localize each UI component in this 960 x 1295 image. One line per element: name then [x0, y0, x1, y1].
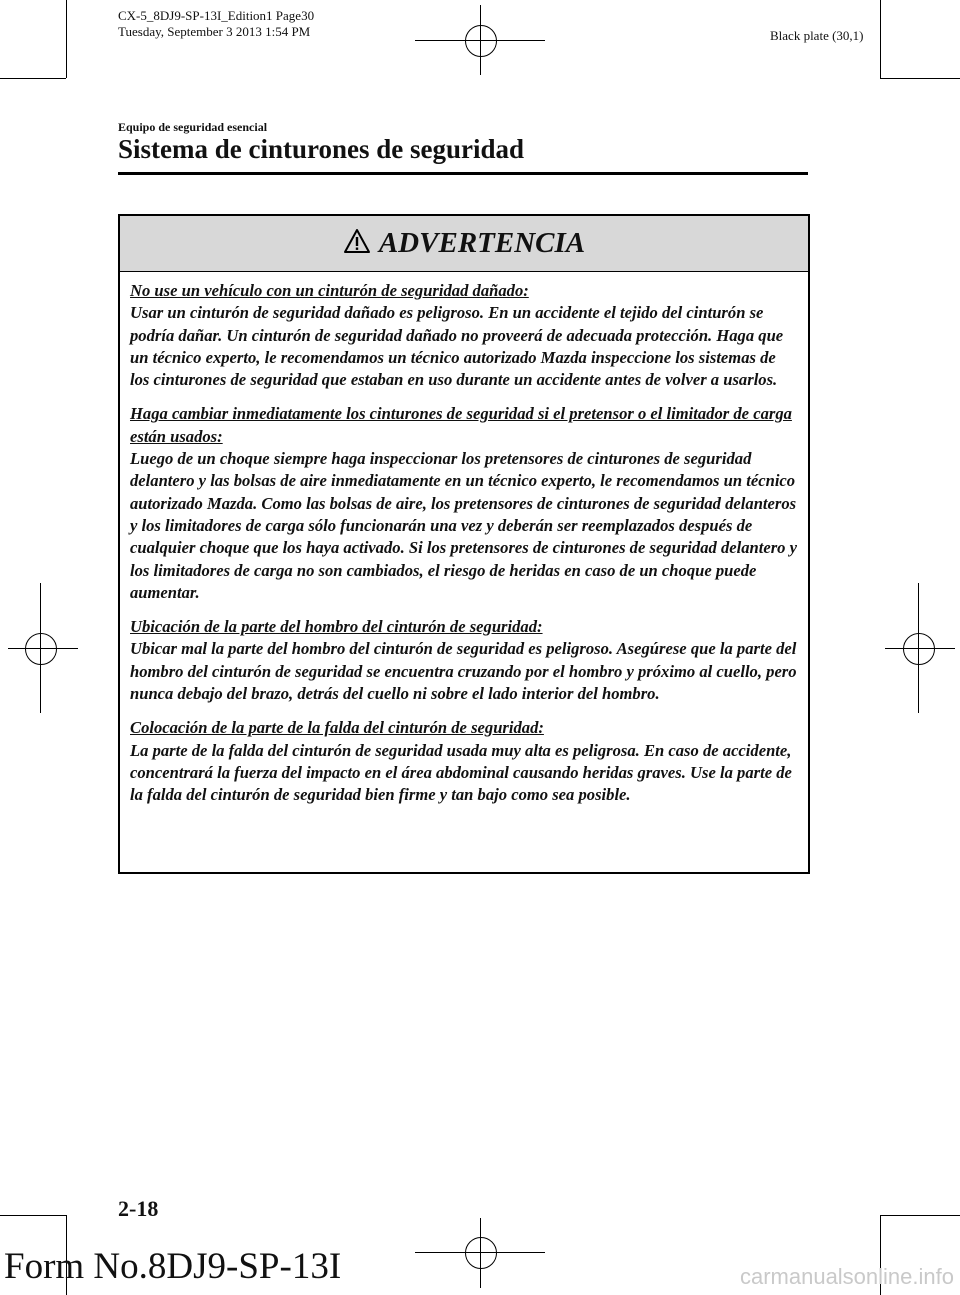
title-rule — [118, 172, 808, 175]
warning-title: ADVERTENCIA — [378, 227, 586, 259]
date-line: Tuesday, September 3 2013 1:54 PM — [118, 24, 311, 39]
print-metadata — [118, 8, 314, 40]
warning-block — [130, 717, 798, 806]
warning-block-heading: Haga cambiar inmediatamente los cinturones de seguridad si el pretensor o el limitador de carga están usados: — [130, 404, 792, 446]
warning-block-text: Ubicar mal la parte del hombro del cinturón de seguridad es peligroso. Asegúrese que la parte del hombro del cinturón de seguridad se encuentra cruzando por el hombro y próximo al cuello, pero nunca debajo del brazo, detrás del cuello ni sobre el lado interior del hombro. — [130, 639, 797, 704]
warning-block-text: Usar un cinturón de seguridad dañado es peligroso. En un accidente el tejido del cinturón se podría dañar. Un cinturón de seguridad dañado no proveerá de adecuada protección. Haga que un técnico experto, le recomendamos un técnico autorizado Mazda inspeccione los sistemas de los cinturones de seguridad que estaban en uso durante un accidente antes de volver a usarlos. — [130, 303, 784, 390]
warning-triangle-icon — [343, 228, 371, 259]
warning-block — [130, 403, 798, 604]
warning-block-heading: Ubicación de la parte del hombro del cinturón de seguridad: — [130, 617, 543, 637]
warning-block-heading: Colocación de la parte de la falda del cinturón de seguridad: — [130, 718, 544, 738]
page-number: 2-18 — [118, 1196, 159, 1221]
watermark: carmanualsonline.info — [739, 1264, 954, 1289]
form-number: Form No.8DJ9-SP-13I — [4, 1246, 342, 1287]
warning-body — [120, 272, 808, 807]
warning-block-text: La parte de la falda del cinturón de seguridad usada muy alta es peligrosa. En caso de accidente, concentrará la fuerza del impacto en el área abdominal causando heridas graves. Use la parte de la falda del cinturón de seguridad bien firme y tan bajo como sea posible. — [130, 740, 792, 805]
warning-block — [130, 280, 798, 391]
warning-block-text: Luego de un choque siempre haga inspeccionar los pretensores de cinturones de seguridad delantero y las bolsas de aire inmediatamente en un técnico experto, le recomendamos un técnico autorizado Mazda. Como las bolsas de aire, los pretensores de cinturones de seguridad delanteros y los limitadores de carga sólo funcionarán una vez y deberán ser reemplazados después de cualquier choque que los haya activado. Si los pretensores de cinturones de seguridad delantero y los limitadores de carga no son cambiados, el riesgo de heridas en caso de un choque puede aumentar. — [130, 449, 797, 602]
page-title: Sistema de cinturones de seguridad — [118, 134, 525, 164]
warning-block-heading: No use un vehículo con un cinturón de seguridad dañado: — [130, 281, 529, 300]
warning-block — [130, 616, 798, 705]
plate-label: Black plate (30,1) — [770, 28, 864, 43]
warning-box — [118, 214, 810, 874]
warning-header — [120, 216, 808, 272]
section-label: Equipo de seguridad esencial — [118, 120, 268, 134]
file-line: CX-5_8DJ9-SP-13I_Edition1 Page30 — [118, 8, 315, 23]
